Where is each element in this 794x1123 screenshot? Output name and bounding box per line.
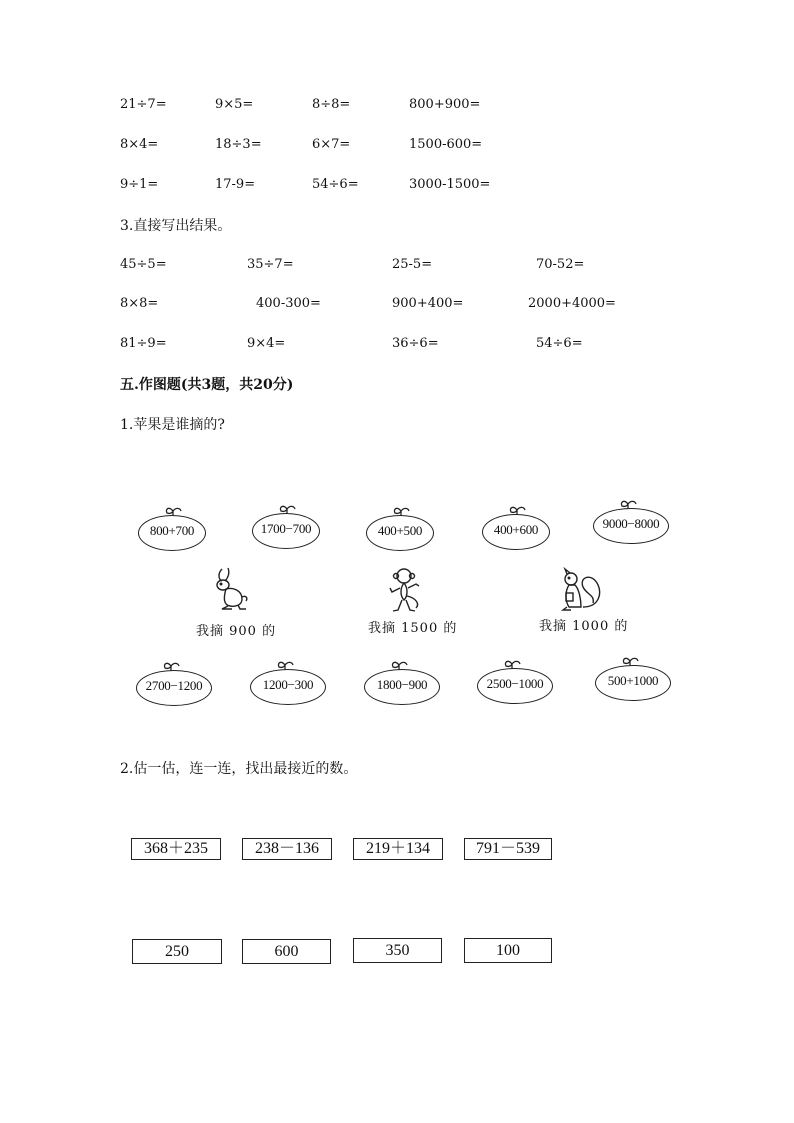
apple-label: 2500−1000 <box>486 676 544 691</box>
apple-label: 1200−300 <box>262 677 314 692</box>
calc-item: 400-300= <box>256 296 321 311</box>
calc-item: 3000-1500= <box>409 177 491 192</box>
calc-item: 45÷5= <box>120 257 167 272</box>
calc-item: 21÷7= <box>120 97 167 112</box>
calc-item: 9÷1= <box>120 177 159 192</box>
calc-item: 800+900= <box>409 97 481 112</box>
expression-box[interactable]: 368＋235 <box>131 838 221 860</box>
apple-label: 1800−900 <box>376 677 428 692</box>
number-box[interactable]: 100 <box>464 938 552 963</box>
number-box[interactable]: 250 <box>132 939 222 964</box>
calc-item: 900+400= <box>392 296 464 311</box>
apple-label: 800+700 <box>149 523 195 538</box>
calc-item: 54÷6= <box>312 177 359 192</box>
calc-item: 1500-600= <box>409 137 483 152</box>
animal-caption: 我摘 1500 的 <box>368 621 458 636</box>
number-box[interactable]: 350 <box>353 938 442 963</box>
number-box[interactable]: 600 <box>242 939 331 964</box>
question-1-title: 1.苹果是谁摘的? <box>120 417 225 433</box>
calc-item: 8×8= <box>120 296 159 311</box>
calc-item: 8÷8= <box>312 97 351 112</box>
apple-label: 500+1000 <box>607 673 659 688</box>
section-heading: 五.作图题(共3题，共20分) <box>120 377 294 393</box>
calc-item: 35÷7= <box>247 257 294 272</box>
apple-label: 400+600 <box>493 522 539 537</box>
calc-item: 54÷6= <box>536 336 583 351</box>
animal-caption: 我摘 1000 的 <box>539 619 629 634</box>
expression-box[interactable]: 238－136 <box>242 838 332 860</box>
calc-item: 8×4= <box>120 137 159 152</box>
squirrel-icon[interactable] <box>555 567 605 613</box>
calc-item: 6×7= <box>312 137 351 152</box>
calc-item: 9×5= <box>215 97 254 112</box>
monkey-icon[interactable] <box>386 566 426 614</box>
apple-label: 2700−1200 <box>145 678 203 693</box>
expression-box[interactable]: 219＋134 <box>353 838 443 860</box>
calc-item: 25-5= <box>392 257 433 272</box>
rabbit-icon[interactable] <box>208 565 256 613</box>
calc-item: 18÷3= <box>215 137 262 152</box>
calc-item: 9×4= <box>247 336 286 351</box>
apple-label: 1700−700 <box>260 521 312 536</box>
calc-item: 70-52= <box>536 257 585 272</box>
apple-label: 9000−8000 <box>602 516 660 531</box>
calc-item: 81÷9= <box>120 336 167 351</box>
calc-item: 17-9= <box>215 177 256 192</box>
question-3-title: 3.直接写出结果。 <box>120 218 232 234</box>
calc-item: 2000+4000= <box>528 296 616 311</box>
expression-box[interactable]: 791－539 <box>464 838 552 860</box>
question-2-title: 2.估一估，连一连，找出最接近的数。 <box>120 761 358 777</box>
calc-item: 36÷6= <box>392 336 439 351</box>
animal-caption: 我摘 900 的 <box>196 624 277 639</box>
apple-label: 400+500 <box>377 523 423 538</box>
